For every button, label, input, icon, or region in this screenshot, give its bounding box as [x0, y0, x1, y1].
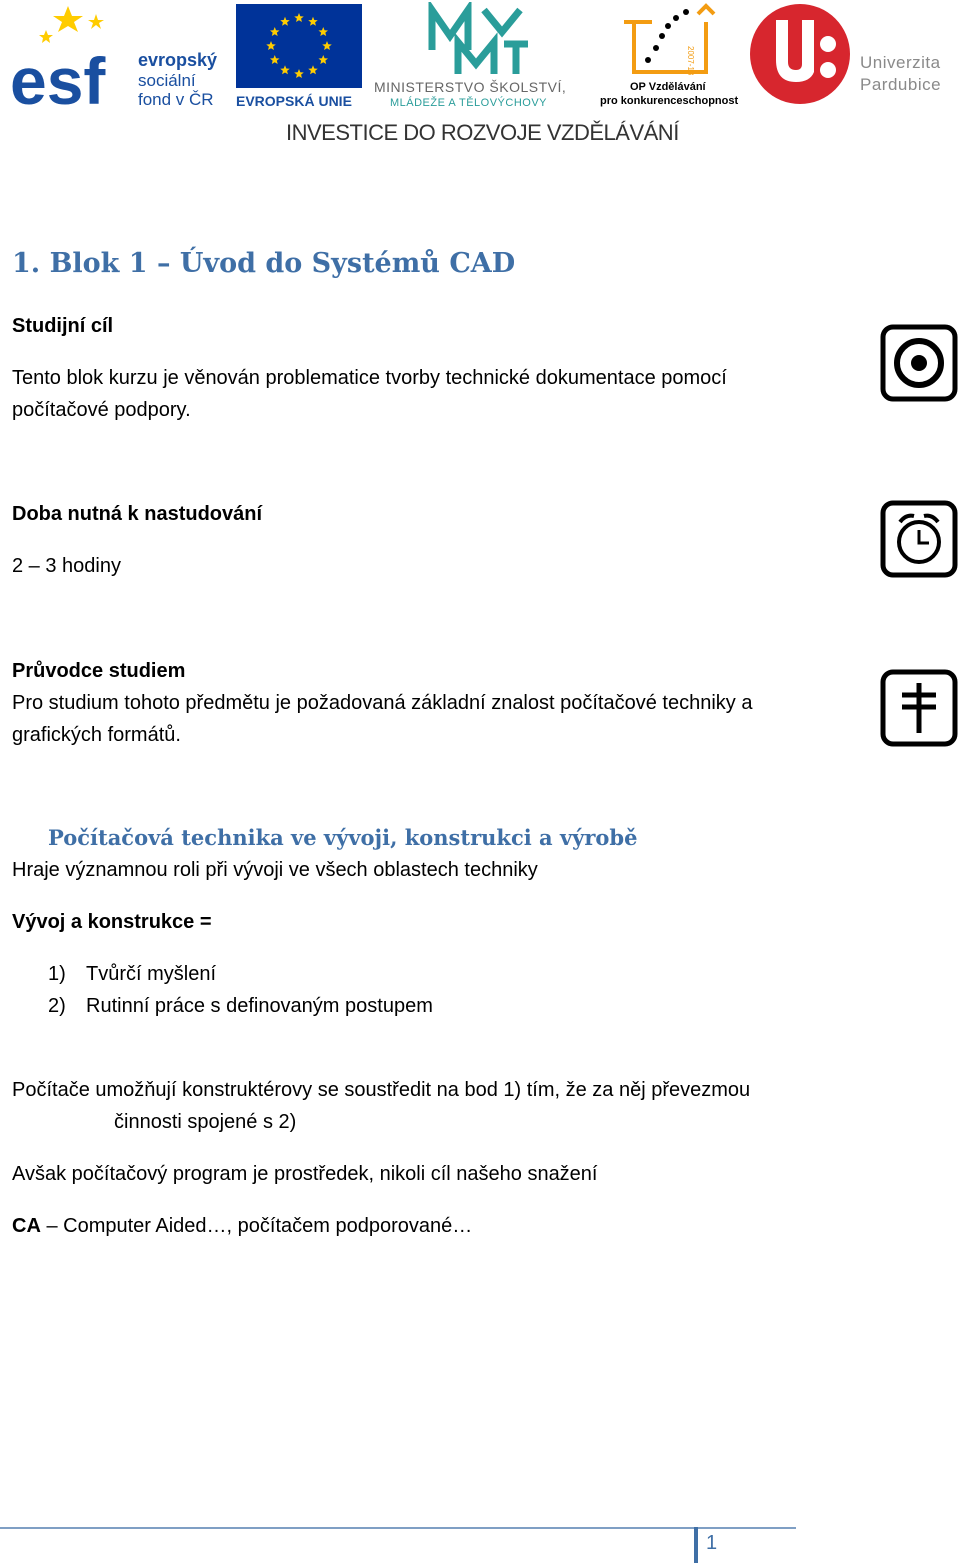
- footer-rule: [0, 1527, 796, 1529]
- svg-text:Pardubice: Pardubice: [860, 75, 942, 94]
- time-value: 2 – 3 hodiny: [12, 555, 121, 577]
- development-label: Vývoj a konstrukce =: [12, 911, 212, 933]
- esf-mark: esf: [10, 44, 106, 108]
- svg-text:MLÁDEŽE A TĚLOVÝCHOVY: MLÁDEŽE A TĚLOVÝCHOVY: [390, 97, 548, 108]
- guide-text-line2: grafických formátů.: [12, 724, 181, 746]
- paragraph-computers-line2: činnosti spojené s 2): [114, 1111, 297, 1133]
- list-item-number: 2): [48, 995, 66, 1017]
- page-number: 1: [706, 1532, 718, 1554]
- svg-text:evropský: evropský: [138, 50, 218, 70]
- guide-text-line1: Pro studium tohoto předmětu je požadovaná základní znalost počítačové techniky a: [12, 692, 753, 714]
- goal-label: Studijní cíl: [12, 315, 114, 337]
- paragraph-computers-line1: Počítače umožňují konstruktérovy se soustředit na bod 1) tím, že za něj převezmou: [12, 1079, 751, 1101]
- eu-logo: [236, 4, 362, 108]
- svg-text:OP Vzdělávání: OP Vzdělávání: [630, 81, 706, 93]
- ca-definition: [12, 1210, 472, 1242]
- alarm-clock-icon: [880, 500, 958, 578]
- op-logo: [598, 2, 742, 108]
- msmt-logo: [372, 2, 592, 108]
- list-item-text: Tvůrčí myšlení: [86, 963, 217, 985]
- paragraph-role: Hraje významnou roli při vývoji ve všech oblastech techniky: [12, 859, 538, 881]
- goal-text-line2: počítačové podpory.: [12, 399, 191, 421]
- svg-text:pro konkurenceschopnost: pro konkurenceschopnost: [600, 95, 739, 107]
- paragraph-program: Avšak počítačový program je prostředek, nikoli cíl našeho snažení: [12, 1163, 598, 1185]
- ca-expansion: – Computer Aided…, počítačem podporované…: [40, 1215, 473, 1237]
- svg-text:fond v ČR: fond v ČR: [138, 90, 214, 108]
- investment-banner: INVESTICE DO ROZVOJE VZDĚLÁVÁNÍ: [286, 120, 679, 145]
- target-icon: [880, 324, 958, 402]
- svg-text:MINISTERSTVO ŠKOLSTVÍ,: MINISTERSTVO ŠKOLSTVÍ,: [374, 79, 567, 95]
- section-subheading: Počítačová technika ve vývoji, konstrukci a výrobě: [48, 825, 638, 850]
- list-item-text: Rutinní práce s definovaným postupem: [86, 995, 433, 1017]
- signpost-icon: [880, 669, 958, 747]
- esf-logo: [10, 4, 230, 108]
- footer-accent-bar: [694, 1527, 698, 1563]
- goal-text-line1: Tento blok kurzu je věnován problematice tvorby technické dokumentace pomocí: [12, 367, 727, 389]
- svg-text:Univerzita: Univerzita: [860, 53, 941, 72]
- svg-text:EVROPSKÁ UNIE: EVROPSKÁ UNIE: [236, 93, 352, 108]
- page-title: 1. Blok 1 – Úvod do Systémů CAD: [12, 248, 516, 279]
- time-label: Doba nutná k nastudování: [12, 503, 263, 525]
- upce-logo: [748, 2, 953, 108]
- guide-label: Průvodce studiem: [12, 660, 186, 682]
- ca-abbreviation: CA: [12, 1215, 41, 1237]
- list-item-number: 1): [48, 963, 66, 985]
- svg-text:sociální: sociální: [138, 71, 196, 90]
- svg-text:2007-13: 2007-13: [686, 46, 695, 76]
